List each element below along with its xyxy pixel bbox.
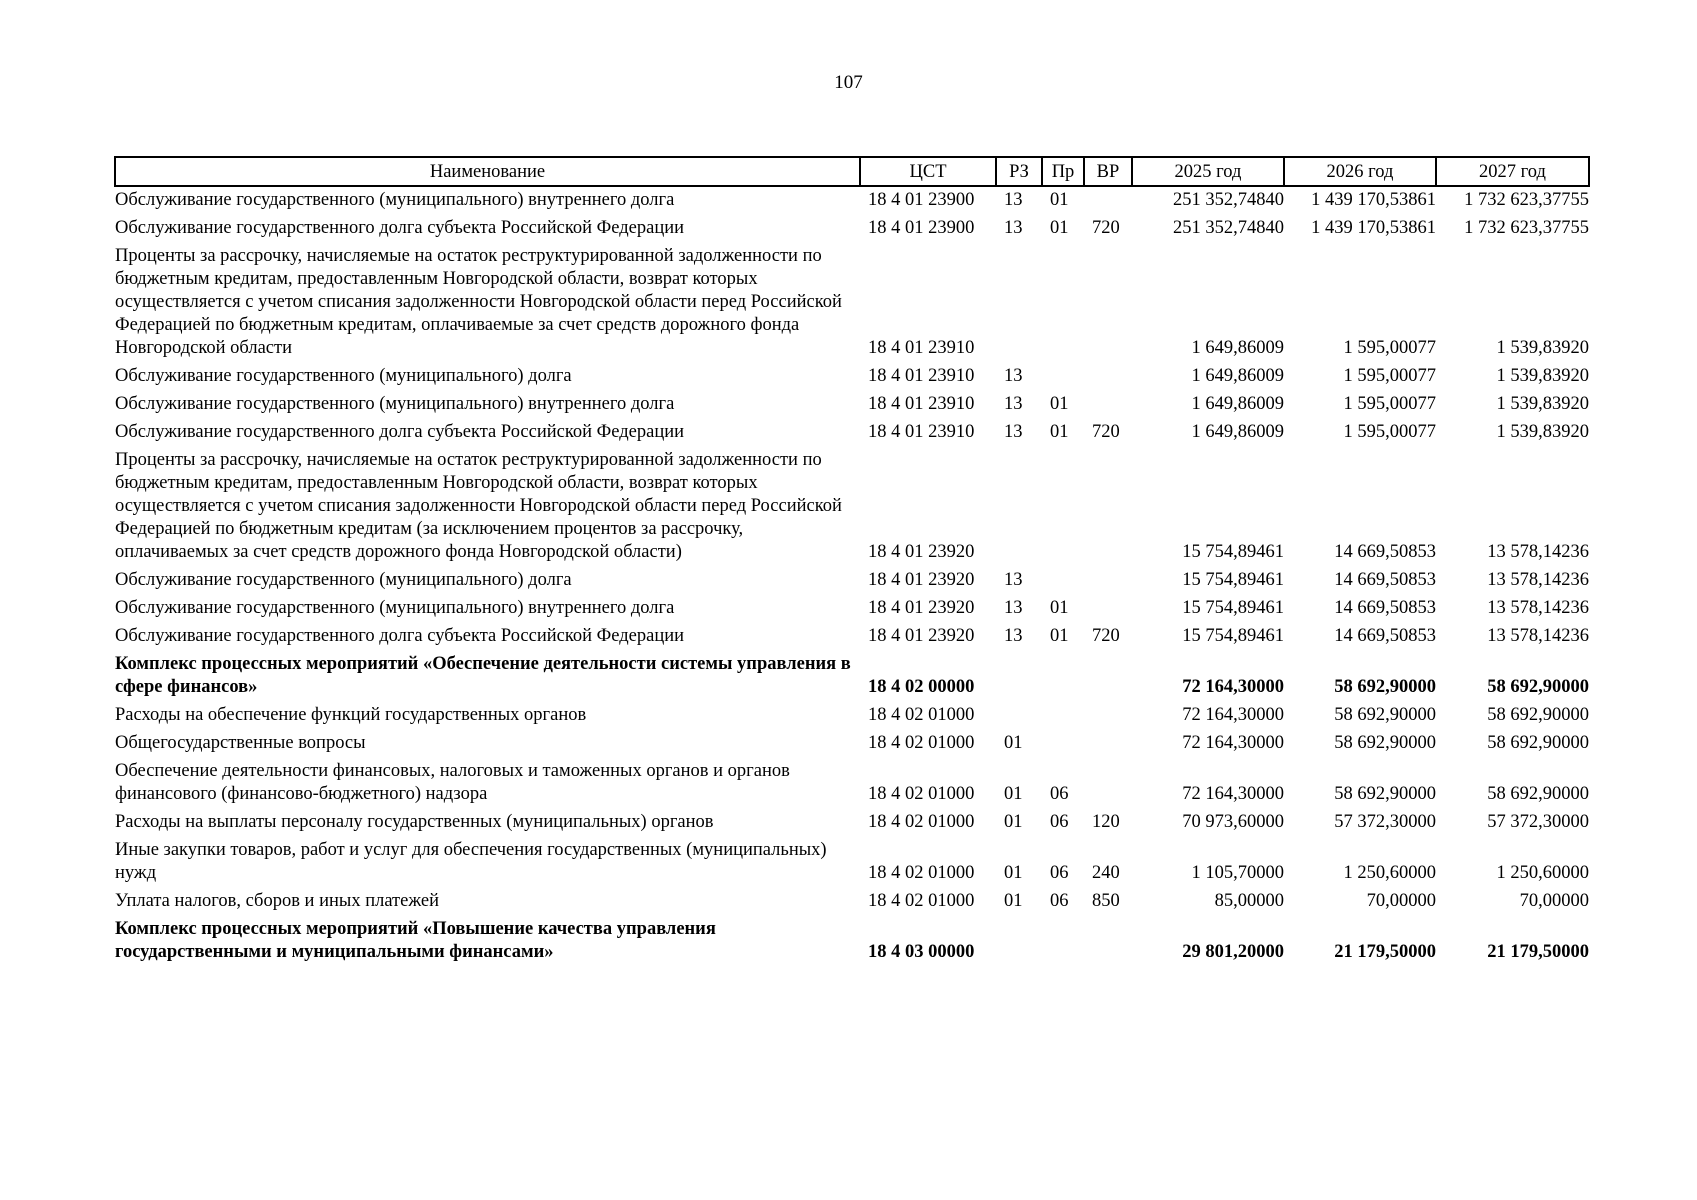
- header-cst: ЦСТ: [860, 157, 996, 186]
- row-cst: 18 4 02 01000: [868, 733, 975, 753]
- row-2027: 1 539,83920: [1496, 338, 1589, 358]
- row-2026: 1 595,00077: [1343, 338, 1436, 358]
- row-2026: 57 372,30000: [1334, 812, 1436, 832]
- row-rz: 01: [1004, 812, 1023, 832]
- row-rz: [996, 916, 1042, 967]
- row-rz: 01: [1004, 891, 1023, 911]
- row-2025: 15 754,89461: [1182, 570, 1284, 590]
- row-2025: 251 352,74840: [1173, 190, 1284, 210]
- row-pr: [1042, 243, 1084, 363]
- row-cst: 18 4 02 00000: [868, 677, 975, 697]
- row-2027: 58 692,90000: [1487, 784, 1589, 804]
- row-pr: 01: [1050, 422, 1069, 442]
- row-vr: 720: [1092, 422, 1120, 442]
- row-cst: 18 4 01 23920: [868, 542, 975, 562]
- table-row: [115, 809, 1589, 837]
- row-rz: 13: [1004, 366, 1023, 386]
- row-2027: 1 732 623,37755: [1464, 190, 1589, 210]
- row-2025: 1 649,86009: [1191, 394, 1284, 414]
- row-vr: 240: [1092, 863, 1120, 883]
- header-rz: РЗ: [996, 157, 1042, 186]
- row-pr: [1042, 730, 1084, 758]
- row-2025: 1 649,86009: [1191, 366, 1284, 386]
- row-2026: 1 595,00077: [1343, 366, 1436, 386]
- row-name: Расходы на выплаты персоналу государственных (муниципальных) органов: [115, 812, 714, 832]
- row-cst: 18 4 02 01000: [868, 812, 975, 832]
- row-name: Обслуживание государственного долга субъекта Российской Федерации: [115, 626, 685, 646]
- header-pr: Пр: [1042, 157, 1084, 186]
- row-2027: 1 539,83920: [1496, 422, 1589, 442]
- row-2026: 1 439 170,53861: [1311, 190, 1436, 210]
- row-pr: [1042, 567, 1084, 595]
- row-rz: [996, 702, 1042, 730]
- row-2026: 58 692,90000: [1334, 677, 1436, 697]
- row-2026: 14 669,50853: [1334, 626, 1436, 646]
- page-number: 107: [834, 72, 863, 93]
- row-name: Обеспечение деятельности финансовых, налоговых и таможенных органов и органов финансового (финансово-бюджетного) надзора: [115, 761, 790, 804]
- row-cst: 18 4 01 23900: [868, 218, 975, 238]
- row-pr: 01: [1050, 190, 1069, 210]
- row-vr: 850: [1092, 891, 1120, 911]
- table-row: [115, 567, 1589, 595]
- row-vr: [1084, 567, 1132, 595]
- row-2025: 72 164,30000: [1182, 677, 1284, 697]
- row-vr: [1084, 702, 1132, 730]
- row-vr: 720: [1092, 218, 1120, 238]
- row-2025: 72 164,30000: [1182, 733, 1284, 753]
- row-cst: 18 4 01 23920: [868, 598, 975, 618]
- row-pr: 01: [1050, 394, 1069, 414]
- row-2025: 1 649,86009: [1191, 422, 1284, 442]
- row-2026: 14 669,50853: [1334, 598, 1436, 618]
- row-2027: 21 179,50000: [1487, 942, 1589, 962]
- row-2027: 57 372,30000: [1487, 812, 1589, 832]
- row-2025: 70 973,60000: [1182, 812, 1284, 832]
- table-body: [115, 186, 1589, 967]
- row-vr: [1084, 391, 1132, 419]
- row-2025: 29 801,20000: [1182, 942, 1284, 962]
- row-name: Обслуживание государственного долга субъекта Российской Федерации: [115, 422, 685, 442]
- row-pr: 06: [1050, 891, 1069, 911]
- row-vr: 120: [1092, 812, 1120, 832]
- row-2027: 13 578,14236: [1487, 598, 1589, 618]
- row-vr: [1084, 186, 1132, 215]
- row-pr: 06: [1050, 863, 1069, 883]
- row-name: Комплекс процессных мероприятий «Повышение качества управления государственными и муниципальными финансами»: [115, 919, 716, 962]
- row-2027: 1 539,83920: [1496, 394, 1589, 414]
- row-2025: 1 105,70000: [1191, 863, 1284, 883]
- row-2026: 1 595,00077: [1343, 394, 1436, 414]
- row-2025: 15 754,89461: [1182, 598, 1284, 618]
- row-name: Обслуживание государственного (муниципального) долга: [115, 570, 572, 590]
- row-2026: 58 692,90000: [1334, 733, 1436, 753]
- row-rz: 13: [1004, 570, 1023, 590]
- row-rz: 01: [1004, 733, 1023, 753]
- table-row: [115, 215, 1589, 243]
- row-rz: 13: [1004, 190, 1023, 210]
- row-rz: [996, 243, 1042, 363]
- row-cst: 18 4 01 23910: [868, 422, 975, 442]
- row-2025: 72 164,30000: [1182, 784, 1284, 804]
- row-2025: 251 352,74840: [1173, 218, 1284, 238]
- row-name: Комплекс процессных мероприятий «Обеспечение деятельности системы управления в сфере финансов»: [115, 654, 851, 697]
- header-2025: 2025 год: [1132, 157, 1284, 186]
- row-cst: 18 4 02 01000: [868, 705, 975, 725]
- row-2027: 1 539,83920: [1496, 366, 1589, 386]
- row-name: Обслуживание государственного (муниципального) внутреннего долга: [115, 394, 675, 414]
- row-rz: [996, 447, 1042, 567]
- row-2027: 13 578,14236: [1487, 626, 1589, 646]
- row-cst: 18 4 01 23900: [868, 190, 975, 210]
- row-2026: 58 692,90000: [1334, 784, 1436, 804]
- row-2027: 70,00000: [1519, 891, 1589, 911]
- row-2027: 1 732 623,37755: [1464, 218, 1589, 238]
- row-2026: 21 179,50000: [1334, 942, 1436, 962]
- row-vr: [1084, 730, 1132, 758]
- row-rz: 13: [1004, 218, 1023, 238]
- row-2027: 58 692,90000: [1487, 733, 1589, 753]
- table-row: [115, 837, 1589, 888]
- table-row: [115, 186, 1589, 215]
- header-vr: ВР: [1084, 157, 1132, 186]
- row-2027: 1 250,60000: [1496, 863, 1589, 883]
- row-cst: 18 4 01 23910: [868, 366, 975, 386]
- row-2026: 1 250,60000: [1343, 863, 1436, 883]
- row-name: Уплата налогов, сборов и иных платежей: [115, 891, 440, 911]
- row-vr: [1084, 916, 1132, 967]
- row-vr: [1084, 243, 1132, 363]
- row-vr: [1084, 595, 1132, 623]
- row-pr: [1042, 916, 1084, 967]
- row-2025: 85,00000: [1214, 891, 1284, 911]
- header-2026: 2026 год: [1284, 157, 1436, 186]
- row-2027: 13 578,14236: [1487, 570, 1589, 590]
- budget-table: [114, 156, 1590, 967]
- table-row: [115, 916, 1589, 967]
- row-2025: 15 754,89461: [1182, 626, 1284, 646]
- row-name: Иные закупки товаров, работ и услуг для обеспечения государственных (муниципальных) нужд: [115, 840, 827, 883]
- table-row: [115, 447, 1589, 567]
- row-rz: [996, 651, 1042, 702]
- row-pr: 01: [1050, 626, 1069, 646]
- table-row: [115, 623, 1589, 651]
- row-2027: 13 578,14236: [1487, 542, 1589, 562]
- table-row: [115, 363, 1589, 391]
- row-name: Обслуживание государственного (муниципального) долга: [115, 366, 572, 386]
- table-row: [115, 419, 1589, 447]
- row-cst: 18 4 02 01000: [868, 891, 975, 911]
- row-cst: 18 4 02 01000: [868, 784, 975, 804]
- row-2026: 1 595,00077: [1343, 422, 1436, 442]
- row-vr: [1084, 758, 1132, 809]
- table-row: [115, 391, 1589, 419]
- row-2025: 1 649,86009: [1191, 338, 1284, 358]
- row-name: Проценты за рассрочку, начисляемые на остаток реструктурированной задолженности по бюджетным кредитам, предоставленным Новгородской области, возврат которых осуществляется с учетом списания задолженности Новгородской области перед Российской Федерацией по бюджетным кредитам, оплачиваемые за счет средств дорожного фонда Новгородской области: [115, 246, 842, 358]
- table-row: [115, 702, 1589, 730]
- row-rz: 01: [1004, 784, 1023, 804]
- row-name: Обслуживание государственного (муниципального) внутреннего долга: [115, 190, 675, 210]
- row-vr: 720: [1092, 626, 1120, 646]
- row-rz: 13: [1004, 422, 1023, 442]
- row-pr: [1042, 447, 1084, 567]
- row-rz: 13: [1004, 394, 1023, 414]
- row-pr: 06: [1050, 812, 1069, 832]
- table-row: [115, 651, 1589, 702]
- row-pr: 01: [1050, 218, 1069, 238]
- row-2026: 14 669,50853: [1334, 570, 1436, 590]
- row-cst: 18 4 02 01000: [868, 863, 975, 883]
- table-row: [115, 243, 1589, 363]
- row-2025: 72 164,30000: [1182, 705, 1284, 725]
- row-vr: [1084, 363, 1132, 391]
- row-name: Расходы на обеспечение функций государственных органов: [115, 705, 587, 725]
- table-row: [115, 595, 1589, 623]
- header-name: Наименование: [115, 157, 860, 186]
- row-2026: 58 692,90000: [1334, 705, 1436, 725]
- row-2026: 1 439 170,53861: [1311, 218, 1436, 238]
- row-vr: [1084, 651, 1132, 702]
- row-rz: 13: [1004, 598, 1023, 618]
- row-2027: 58 692,90000: [1487, 705, 1589, 725]
- row-cst: 18 4 01 23920: [868, 570, 975, 590]
- row-cst: 18 4 01 23920: [868, 626, 975, 646]
- row-2025: 15 754,89461: [1182, 542, 1284, 562]
- row-name: Обслуживание государственного (муниципального) внутреннего долга: [115, 598, 675, 618]
- row-pr: [1042, 702, 1084, 730]
- table-row: [115, 888, 1589, 916]
- row-name: Обслуживание государственного долга субъекта Российской Федерации: [115, 218, 685, 238]
- row-pr: 06: [1050, 784, 1069, 804]
- row-cst: 18 4 01 23910: [868, 338, 975, 358]
- row-cst: 18 4 03 00000: [868, 942, 975, 962]
- table-row: [115, 758, 1589, 809]
- row-pr: [1042, 363, 1084, 391]
- table-row: [115, 730, 1589, 758]
- row-name: Общегосударственные вопросы: [115, 733, 366, 753]
- row-cst: 18 4 01 23910: [868, 394, 975, 414]
- row-pr: 01: [1050, 598, 1069, 618]
- row-2026: 14 669,50853: [1334, 542, 1436, 562]
- row-rz: 13: [1004, 626, 1023, 646]
- header-2027: 2027 год: [1436, 157, 1589, 186]
- row-name: Проценты за рассрочку, начисляемые на остаток реструктурированной задолженности по бюджетным кредитам, предоставленным Новгородской области, возврат которых осуществляется с учетом списания задолженности Новгородской области перед Российской Федерацией по бюджетным кредитам (за исключением процентов за рассрочку, оплачиваемых за счет средств дорожного фонда Новгородской области): [115, 450, 842, 562]
- row-vr: [1084, 447, 1132, 567]
- row-2026: 70,00000: [1366, 891, 1436, 911]
- row-2027: 58 692,90000: [1487, 677, 1589, 697]
- row-pr: [1042, 651, 1084, 702]
- row-rz: 01: [1004, 863, 1023, 883]
- table-header: [115, 157, 1589, 186]
